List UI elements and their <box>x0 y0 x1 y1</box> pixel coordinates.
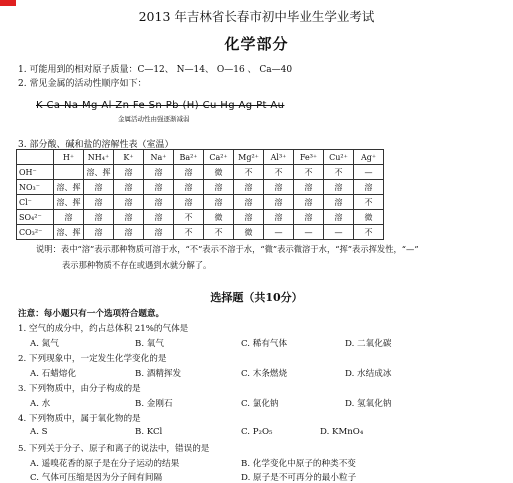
anion-cell: CO₃²⁻ <box>17 225 54 240</box>
table-cell: 微 <box>204 210 234 225</box>
table-cell: 不 <box>174 210 204 225</box>
table-cell: 溶、挥 <box>54 180 84 195</box>
table-cell: 溶 <box>144 225 174 240</box>
table-cell: 微 <box>234 225 264 240</box>
question-1-option-b: B. 氧气 <box>135 339 164 349</box>
anion-cell: NO₃⁻ <box>17 180 54 195</box>
table-header-cell: Ba²⁺ <box>174 150 204 165</box>
table-cell: — <box>264 225 294 240</box>
table-cell: 溶 <box>324 195 354 210</box>
question-5-option-c: C. 气体可压缩是因为分子间有间隔 <box>30 473 163 483</box>
atomic-mass-line: 1. 可能用到的相对原子质量：C—12、 N—14、 O—16 、 Ca—40 <box>18 65 293 75</box>
question-5-option-a: A. 遥嗅花香的原子是在分子运动的结果 <box>30 459 180 469</box>
table-cell: 溶 <box>324 210 354 225</box>
table-cell: 溶 <box>294 195 324 210</box>
table-cell: 不 <box>174 225 204 240</box>
table-header-cell: NH₄⁺ <box>84 150 114 165</box>
table-cell: 溶 <box>264 210 294 225</box>
table-cell: 溶 <box>294 210 324 225</box>
question-1-option-c: C. 稀有气体 <box>241 339 288 349</box>
question-4-option-c: C. P₂O₅ <box>241 427 273 437</box>
table-cell: 溶 <box>174 195 204 210</box>
table-header-cell: Ca²⁺ <box>204 150 234 165</box>
anion-cell: Cl⁻ <box>17 195 54 210</box>
table-cell: 溶 <box>264 180 294 195</box>
table-header-cell: Ag⁺ <box>354 150 384 165</box>
table-cell: 溶 <box>234 180 264 195</box>
question-stem-5: 5. 下列关于分子、原子和离子的说法中，错误的是 <box>18 444 210 454</box>
table-cell: 溶 <box>204 195 234 210</box>
table-cell: 溶 <box>114 165 144 180</box>
table-cell: 溶 <box>144 165 174 180</box>
table-header-cell: Al³⁺ <box>264 150 294 165</box>
table-header-row <box>17 150 384 165</box>
question-3-option-c: C. 氯化钠 <box>241 399 279 409</box>
question-2-option-c: C. 木条燃烧 <box>241 369 288 379</box>
table-cell: 溶 <box>114 210 144 225</box>
table-cell: — <box>294 225 324 240</box>
table-cell: 不 <box>294 165 324 180</box>
table-cell: 微 <box>204 165 234 180</box>
table-cell: 溶 <box>174 180 204 195</box>
table-header-cell: H⁺ <box>54 150 84 165</box>
table-header-cell <box>17 150 54 165</box>
table-cell: 溶 <box>114 180 144 195</box>
question-3-option-d: D. 氢氧化钠 <box>345 399 392 409</box>
table-header-cell: Na⁺ <box>144 150 174 165</box>
corner-mark <box>0 0 16 6</box>
table-cell: 溶 <box>324 180 354 195</box>
table-cell: 溶、挥 <box>84 165 114 180</box>
activity-series-note: 金属活动性由强逐渐减弱 <box>118 115 190 123</box>
question-2-option-b: B. 酒精挥发 <box>135 369 182 379</box>
table-header-cell: Fe³⁺ <box>294 150 324 165</box>
table-header-cell: K⁺ <box>114 150 144 165</box>
question-stem-2: 2. 下列现象中，一定发生化学变化的是 <box>18 354 167 364</box>
table-cell: 溶 <box>54 210 84 225</box>
question-stem-1: 1. 空气的成分中，约占总体积 21%的气体是 <box>18 324 189 334</box>
table-row <box>17 165 384 180</box>
table-cell: 不 <box>354 225 384 240</box>
table-cell: 不 <box>204 225 234 240</box>
section-title: 选择题（共10分） <box>210 291 303 304</box>
anion-cell: SO₄²⁻ <box>17 210 54 225</box>
table-cell: — <box>354 165 384 180</box>
question-3-option-b: B. 金刚石 <box>135 399 173 409</box>
table-header-cell: Cu²⁺ <box>324 150 354 165</box>
question-stem-4: 4. 下列物质中，属于氧化物的是 <box>18 414 141 424</box>
question-4-option-b: B. KCl <box>135 427 163 437</box>
question-2-option-d: D. 水结成冰 <box>345 369 392 379</box>
table-cell: 溶 <box>84 180 114 195</box>
table-cell: 溶 <box>144 210 174 225</box>
table-note-line2: 表示那种物质不存在或遇到水就分解了。 <box>62 260 212 270</box>
table-header-cell: Mg²⁺ <box>234 150 264 165</box>
question-4-option-a: A. S <box>30 427 48 437</box>
table-row <box>17 210 384 225</box>
solubility-intro: 3. 部分酸、碱和盐的溶解性表（室温） <box>18 140 174 150</box>
question-1-option-a: A. 氮气 <box>30 339 59 349</box>
metal-activity-series: K Ca Na Mg Al Zn Fe Sn Pb (H) Cu Hg Ag Pt Au <box>36 100 285 111</box>
table-row <box>17 180 384 195</box>
solubility-table <box>16 149 384 240</box>
table-cell: 溶 <box>114 225 144 240</box>
table-cell <box>54 165 84 180</box>
table-cell: 溶、挥 <box>54 225 84 240</box>
table-cell: 溶 <box>234 210 264 225</box>
table-note-line1: 说明：表中“溶”表示那种物质可溶于水，“不”表示不溶于水，“微”表示微溶于水，“挥”表示挥发性，“—” <box>36 244 419 254</box>
activity-series-intro: 2. 常见金属的活动性顺序如下： <box>18 79 147 89</box>
table-cell: 溶 <box>204 180 234 195</box>
question-1-option-d: D. 二氧化碳 <box>345 339 392 349</box>
table-row <box>17 195 384 210</box>
table-cell: 不 <box>324 165 354 180</box>
section-notice: 注意：每小题只有一个选项符合题意。 <box>18 309 165 319</box>
table-cell: 溶 <box>174 165 204 180</box>
exam-title: 2013 年吉林省长春市初中毕业生学业考试 <box>138 9 375 24</box>
table-cell: 溶 <box>84 210 114 225</box>
table-cell: 溶 <box>84 195 114 210</box>
section-subtitle: 化学部分 <box>224 35 289 53</box>
table-cell: — <box>324 225 354 240</box>
question-5-option-d: D. 原子是不可再分的最小粒子 <box>241 473 357 483</box>
table-cell: 溶 <box>84 225 114 240</box>
table-cell: 不 <box>354 195 384 210</box>
question-3-option-a: A. 水 <box>30 399 51 409</box>
table-cell: 溶 <box>144 195 174 210</box>
anion-cell: OH⁻ <box>17 165 54 180</box>
table-cell: 不 <box>234 165 264 180</box>
table-cell: 不 <box>264 165 294 180</box>
question-2-option-a: A. 石蜡熔化 <box>30 369 77 379</box>
table-cell: 溶 <box>264 195 294 210</box>
table-cell: 溶 <box>114 195 144 210</box>
question-5-option-b: B. 化学变化中原子的种类不变 <box>241 459 356 469</box>
table-cell: 微 <box>354 210 384 225</box>
table-cell: 溶、挥 <box>54 195 84 210</box>
table-cell: 溶 <box>234 195 264 210</box>
table-cell: 溶 <box>294 180 324 195</box>
question-stem-3: 3. 下列物质中，由分子构成的是 <box>18 384 141 394</box>
table-cell: 溶 <box>354 180 384 195</box>
table-cell: 溶 <box>144 180 174 195</box>
question-4-option-d: D. KMnO₄ <box>320 427 364 437</box>
table-row <box>17 225 384 240</box>
